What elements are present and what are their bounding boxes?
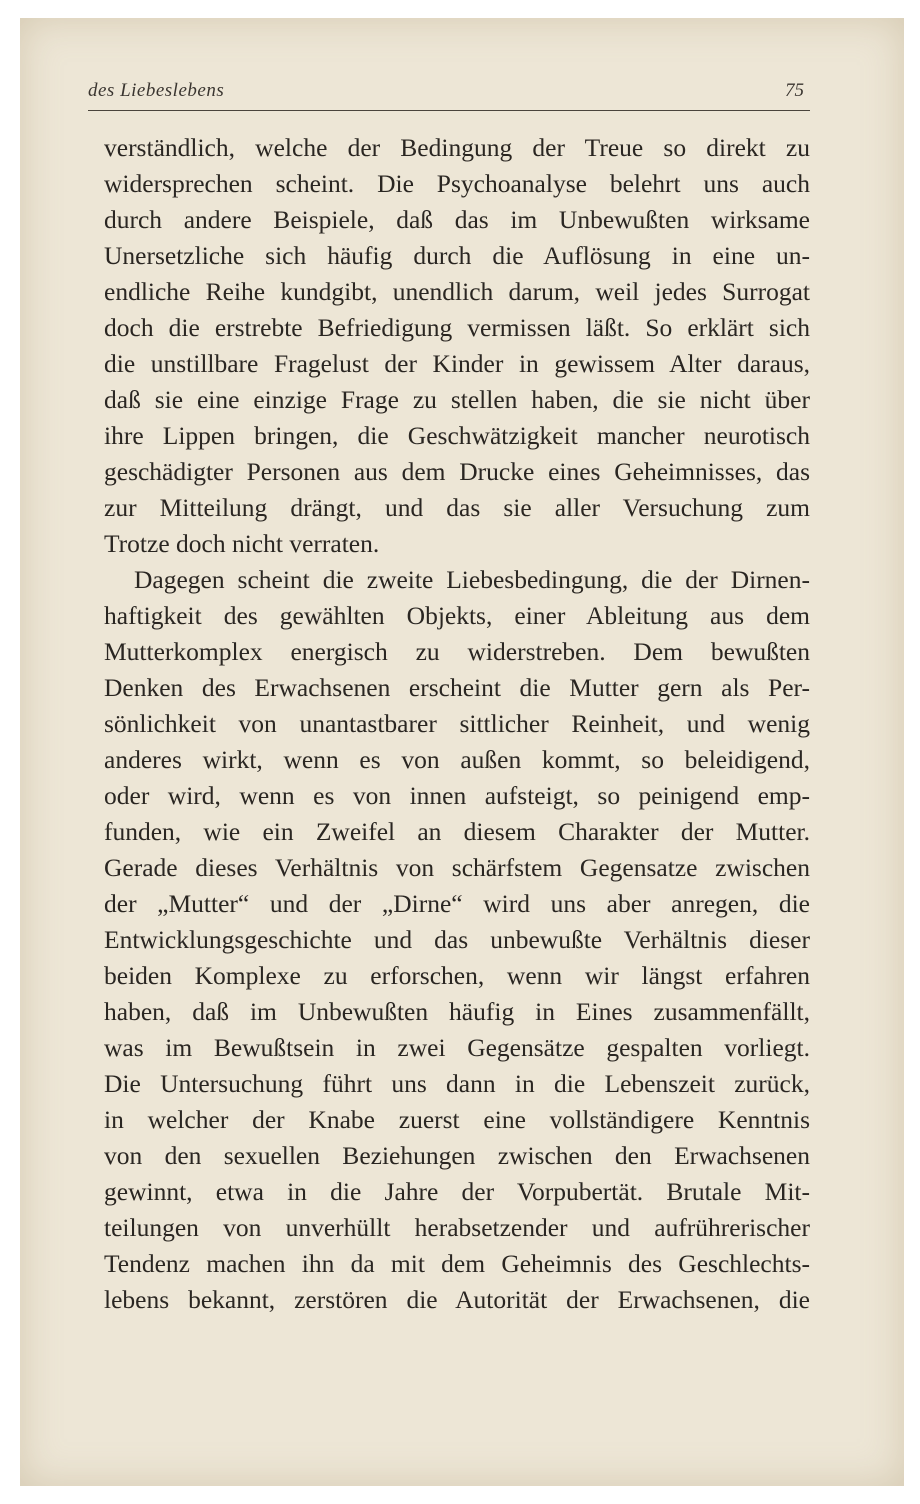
text-line: anderes wirkt, wenn es von außen kommt, so beleidigend,: [104, 745, 810, 774]
body-text: [104, 130, 810, 1318]
text-line: haben, daß im Unbewußten häufig in Eines zusammenfällt,: [104, 997, 810, 1026]
text-line: Unersetzliche sich häufig durch die Auflösung in eine un-: [104, 241, 810, 270]
text-line: ihre Lippen bringen, die Geschwätzigkeit mancher neurotisch: [104, 421, 810, 450]
text-line: Denken des Erwachsenen erscheint die Mutter gern als Per-: [104, 673, 810, 702]
text-line: funden, wie ein Zweifel an diesem Charakter der Mutter.: [104, 817, 810, 846]
text-line: doch die erstrebte Befriedigung vermissen läßt. So erklärt sich: [104, 313, 810, 342]
text-line: zur Mitteilung drängt, und das sie aller Versuchung zum: [104, 493, 810, 522]
text-line: Tendenz machen ihn da mit dem Geheimnis des Geschlechts-: [104, 1249, 810, 1278]
text-line: haftigkeit des gewählten Objekts, einer Ableitung aus dem: [104, 601, 810, 630]
text-line: Mutterkomplex energisch zu widerstreben. Dem bewußten: [104, 637, 810, 666]
text-line: sönlichkeit von unantastbarer sittlicher Reinheit, und wenig: [104, 709, 810, 738]
text-line: die unstillbare Fragelust der Kinder in gewissem Alter daraus,: [104, 349, 810, 378]
header-rule: [88, 110, 810, 111]
text-line: teilungen von unverhüllt herabsetzender und aufrührerischer: [104, 1213, 810, 1242]
paragraph-start-line: Dagegen scheint die zweite Liebesbedingung, die der Dirnen-: [134, 565, 810, 594]
text-line: endliche Reihe kundgibt, unendlich darum, weil jedes Surrogat: [104, 277, 810, 306]
text-line: in welcher der Knabe zuerst eine vollständigere Kenntnis: [104, 1105, 810, 1134]
text-line: Entwicklungsgeschichte und das unbewußte Verhältnis dieser: [104, 925, 810, 954]
text-line: gewinnt, etwa in die Jahre der Vorpubertät. Brutale Mit-: [104, 1177, 810, 1206]
text-line: oder wird, wenn es von innen aufsteigt, so peinigend emp-: [104, 781, 810, 810]
text-line: was im Bewußtsein in zwei Gegensätze gespalten vorliegt.: [104, 1033, 810, 1062]
paragraph-end-line: Trotze doch nicht verraten.: [104, 529, 380, 558]
text-line: beiden Komplexe zu erforschen, wenn wir längst erfahren: [104, 961, 810, 990]
text-line: verständlich, welche der Bedingung der Treue so direkt zu: [104, 133, 810, 162]
text-line: lebens bekannt, zerstören die Autorität der Erwachsenen, die: [104, 1285, 810, 1314]
text-line: von den sexuellen Beziehungen zwischen den Erwachsenen: [104, 1141, 810, 1170]
text-line: durch andere Beispiele, daß das im Unbewußten wirksame: [104, 205, 810, 234]
text-line: daß sie eine einzige Frage zu stellen haben, die sie nicht über: [104, 385, 810, 414]
text-line: widersprechen scheint. Die Psychoanalyse belehrt uns auch: [104, 169, 810, 198]
text-line: der „Mutter“ und der „Dirne“ wird uns aber anregen, die: [104, 889, 810, 918]
page-number: 75: [785, 80, 804, 101]
text-line: Gerade dieses Verhältnis von schärfstem Gegensatze zwischen: [104, 853, 810, 882]
page-header: [88, 78, 810, 110]
text-line: geschädigter Personen aus dem Drucke eines Geheimnisses, das: [104, 457, 810, 486]
running-head: des Liebeslebens: [88, 80, 225, 101]
text-line: Die Untersuchung führt uns dann in die Lebenszeit zurück,: [104, 1069, 810, 1098]
